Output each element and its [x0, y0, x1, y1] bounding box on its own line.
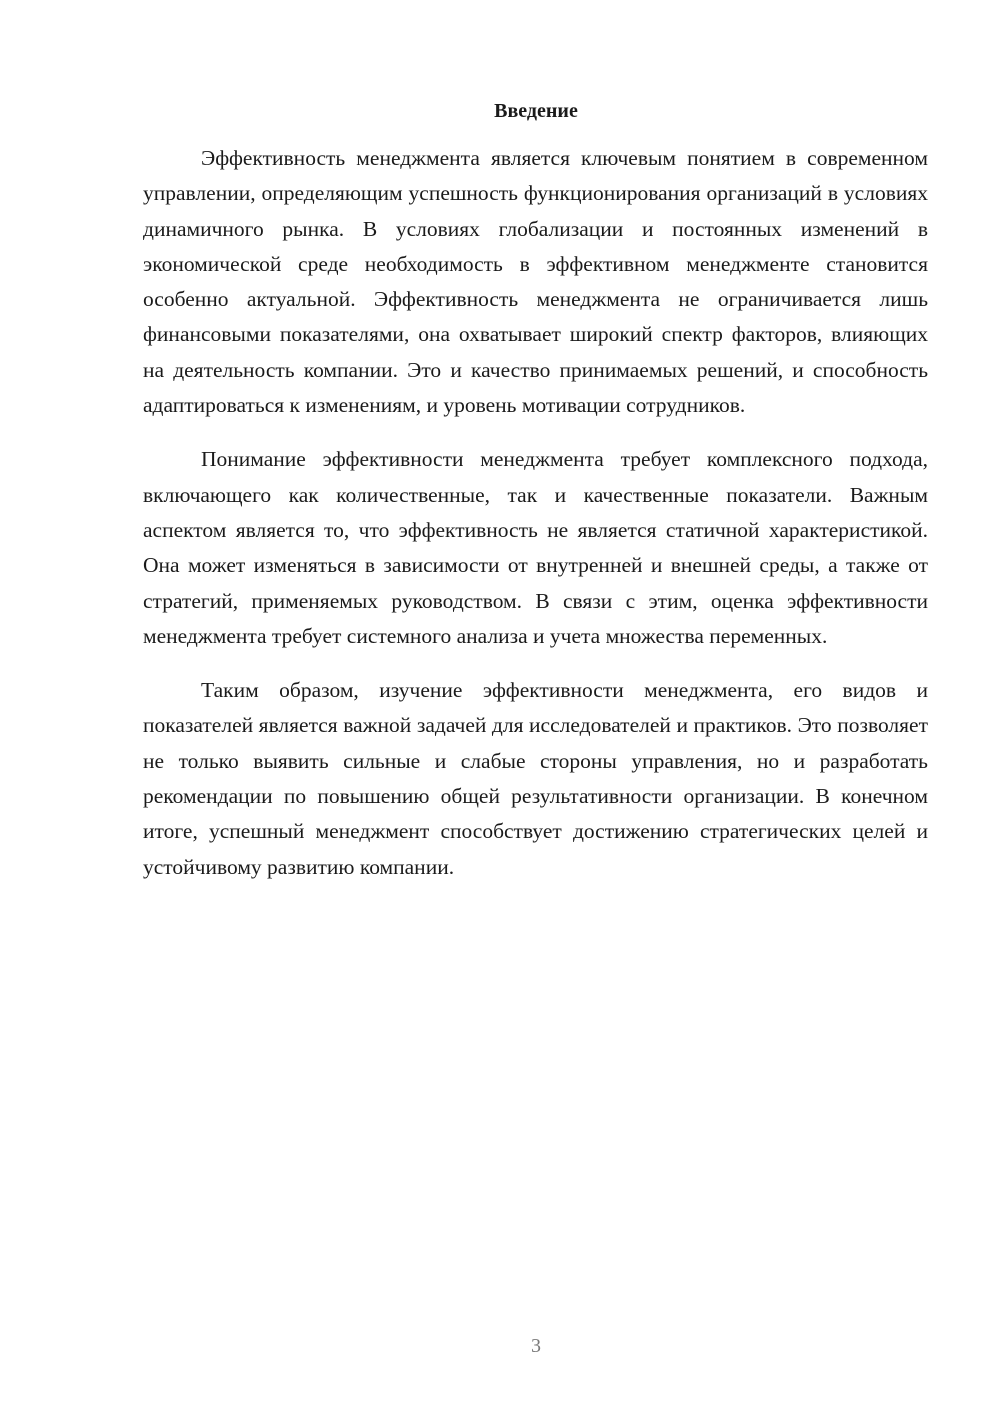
body-text [143, 141, 928, 885]
paragraph-3: Таким образом, изучение эффективности менеджмента, его видов и показателей является важной задачей для исследователей и практиков. Это позволяет не только выявить сильные и слабые стороны управления, но и разработать рекомендации по повышению общей результативности организации. В конечном итоге, успешный менеджмент способствует достижению стратегических целей и устойчивому развитию компании. [143, 678, 928, 879]
section-heading: Введение [494, 100, 578, 122]
page-number: 3 [531, 1335, 541, 1357]
paragraph-1: Эффективность менеджмента является ключевым понятием в современном управлении, определяющим успешность функционирования организаций в условиях динамичного рынка. В условиях глобализации и постоянных изменений в экономической среде необходимость в эффективном менеджменте становится особенно актуальной. Эффективность менеджмента не ограничивается лишь финансовыми показателями, она охватывает широкий спектр факторов, влияющих на деятельность компании. Это и качество принимаемых решений, и способность адаптироваться к изменениям, и уровень мотивации сотрудников. [143, 146, 928, 418]
paragraph-2: Понимание эффективности менеджмента требует комплексного подхода, включающего как количественные, так и качественные показатели. Важным аспектом является то, что эффективность не является статичной характеристикой. Она может изменяться в зависимости от внутренней и внешней среды, а также от стратегий, применяемых руководством. В связи с этим, оценка эффективности менеджмента требует системного анализа и учета множества переменных. [143, 447, 928, 648]
